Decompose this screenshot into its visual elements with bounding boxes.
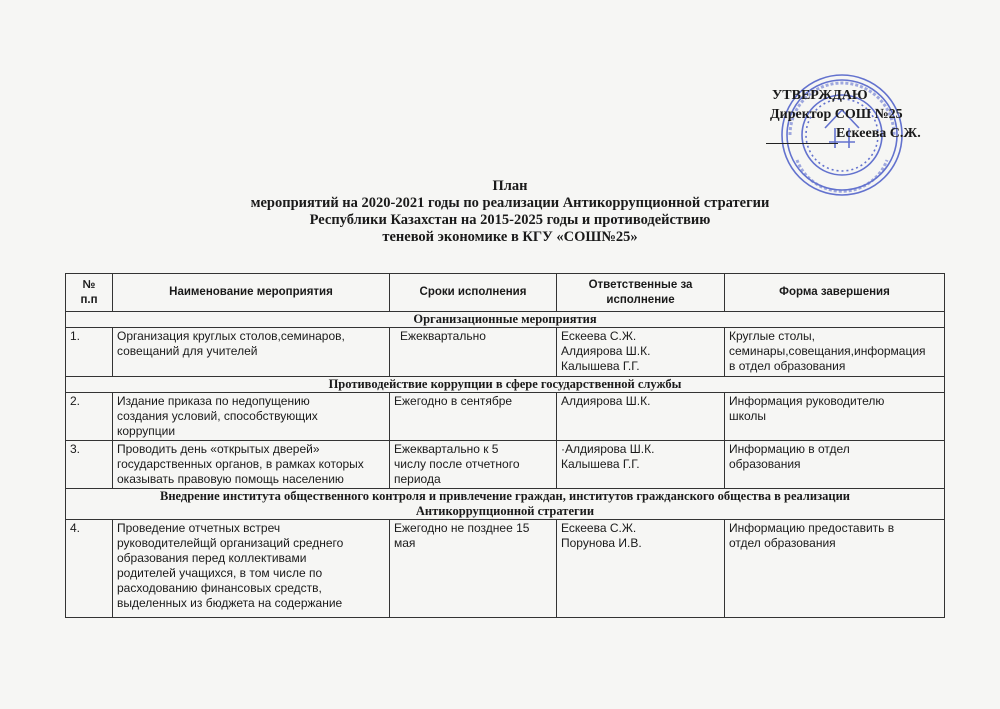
row-num: 3. bbox=[66, 441, 113, 489]
table-row bbox=[66, 393, 945, 441]
signature-line bbox=[766, 143, 838, 144]
table-row bbox=[66, 520, 945, 618]
table-row bbox=[66, 441, 945, 489]
table-row bbox=[66, 328, 945, 377]
header-num: № п.п bbox=[66, 274, 113, 312]
section-row bbox=[66, 312, 945, 328]
approval-position: Директор СОШ №25 bbox=[770, 107, 903, 122]
header-form: Форма завершения bbox=[725, 274, 945, 312]
row-resp: Ескеева С.Ж. Порунова И.В. bbox=[557, 520, 725, 618]
row-term: Ежеквартально к 5 числу после отчетного периода bbox=[390, 441, 557, 489]
section-title: Противодействие коррупции в сфере государственной службы bbox=[66, 377, 945, 393]
header-name: Наименование мероприятия bbox=[113, 274, 390, 312]
header-resp: Ответственные за исполнение bbox=[557, 274, 725, 312]
header-term: Сроки исполнения bbox=[390, 274, 557, 312]
row-resp: ·Алдиярова Ш.К. Калышева Г.Г. bbox=[557, 441, 725, 489]
row-name: Проводить день «открытых дверей» государственных органов, в рамках которых оказывать правовую помощь населению bbox=[113, 441, 390, 489]
row-form: Круглые столы, семинары,совещания,информация в отдел образования bbox=[725, 328, 945, 377]
row-name: Проведение отчетных встреч руководителейщй организаций среднего образования перед коллективами родителей учащихся, в том числе по расходованию финансовых средств, выделенных из бюджета на содержание bbox=[113, 520, 390, 618]
approval-block bbox=[770, 86, 970, 143]
row-resp: Ескеева С.Ж. Алдиярова Ш.К. Калышева Г.Г. bbox=[557, 328, 725, 377]
row-num: 4. bbox=[66, 520, 113, 618]
title-line-3: Республики Казахстан на 2015-2025 годы и противодействию bbox=[309, 212, 711, 228]
approval-name: Ескеева С.Ж. bbox=[836, 126, 921, 141]
plan-table bbox=[65, 273, 945, 618]
row-form: Информацию предоставить в отдел образования bbox=[725, 520, 945, 618]
section-title: Внедрение института общественного контроля и привлечение граждан, институтов гражданского общества в реализации Антикоррупционной стратегии bbox=[66, 489, 945, 520]
row-form: Информацию в отдел образования bbox=[725, 441, 945, 489]
row-term: Ежегодно в сентябре bbox=[390, 393, 557, 441]
row-name: Организация круглых столов,семинаров, совещаний для учителей bbox=[113, 328, 390, 377]
row-form: Информация руководителю школы bbox=[725, 393, 945, 441]
title-line-4: теневой экономике в КГУ «СОШ№25» bbox=[382, 229, 638, 245]
title-line-1: План bbox=[492, 178, 528, 194]
section-title: Организационные мероприятия bbox=[66, 312, 945, 328]
row-name: Издание приказа по недопущению создания условий, способствующих коррупции bbox=[113, 393, 390, 441]
document-title bbox=[150, 178, 870, 246]
approval-word: УТВЕРЖДАЮ bbox=[772, 88, 868, 103]
section-row bbox=[66, 489, 945, 520]
table-header-row bbox=[66, 274, 945, 312]
title-line-2: мероприятий на 2020-2021 годы по реализации Антикоррупционной стратегии bbox=[250, 195, 770, 211]
row-num: 1. bbox=[66, 328, 113, 377]
row-num: 2. bbox=[66, 393, 113, 441]
section-row bbox=[66, 377, 945, 393]
row-resp: Алдиярова Ш.К. bbox=[557, 393, 725, 441]
row-term: Ежегодно не позднее 15 мая bbox=[390, 520, 557, 618]
row-term: Ежеквартально bbox=[390, 328, 557, 377]
